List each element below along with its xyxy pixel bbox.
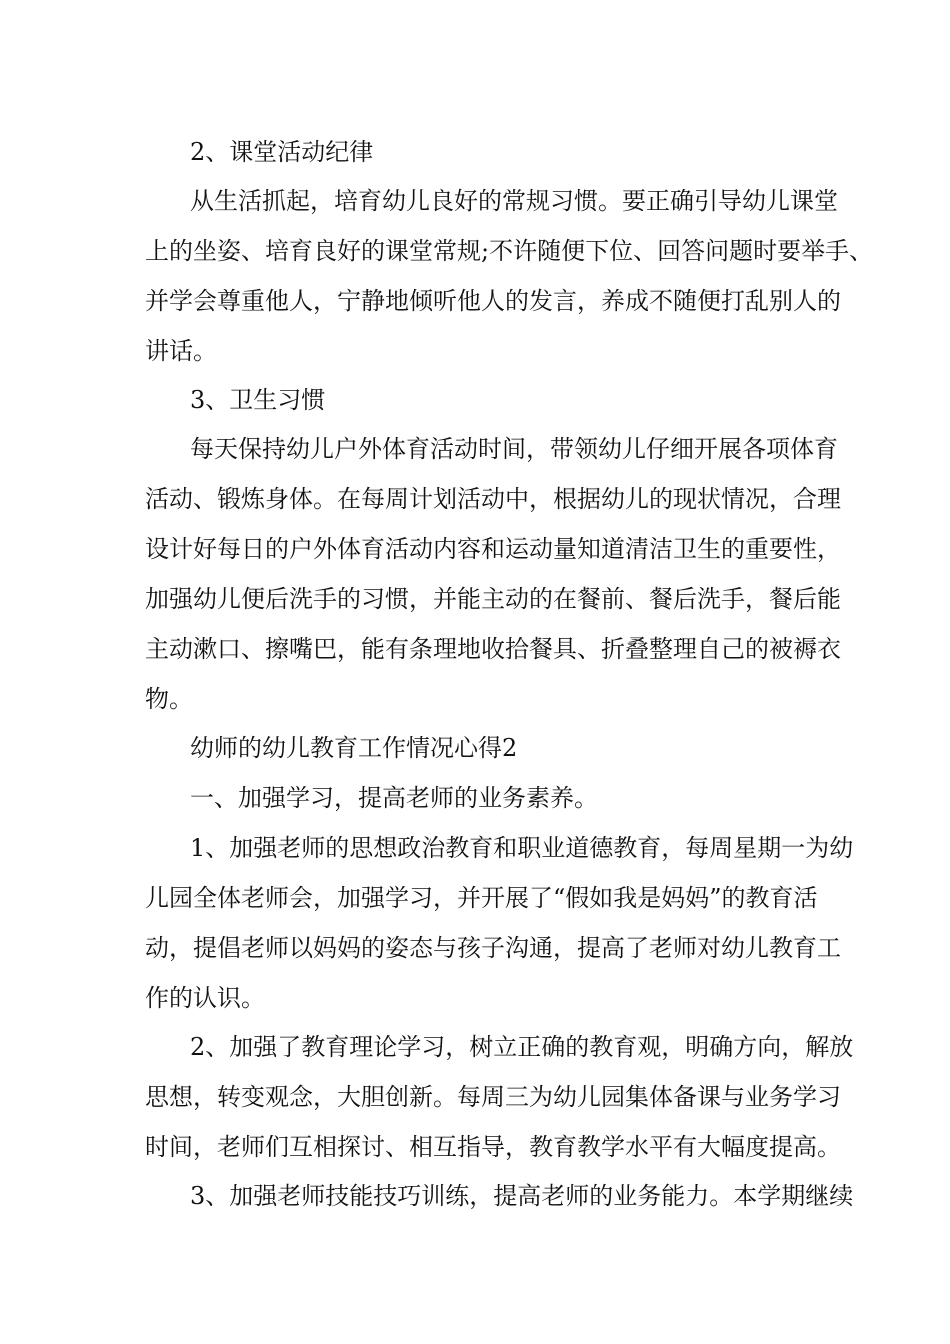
article-title: 幼师的幼儿教育工作情况心得2 [190,734,518,762]
paragraph-line: 每天保持幼儿户外体育活动时间，带领幼儿仔细开展各项体育 [190,435,838,463]
paragraph-line: 上的坐姿、培育良好的课堂常规;不许随便下位、回答问题时要举手、 [145,237,874,265]
section-heading-classroom-discipline: 2、课堂活动纪律 [190,138,374,166]
paragraph-line: 物。 [145,685,193,713]
paragraph-line: 讲话。 [145,337,217,365]
paragraph-line: 儿园全体老师会，加强学习，并开展了“假如我是妈妈”的教育活 [145,884,818,912]
paragraph-line: 1、加强老师的思想政治教育和职业道德教育，每周星期一为幼 [190,834,854,862]
paragraph-line: 并学会尊重他人，宁静地倾听他人的发言，养成不随便打乱别人的 [145,287,841,315]
paragraph-line: 设计好每日的户外体育活动内容和运动量知道清洁卫生的重要性， [145,535,841,563]
paragraph-line: 加强幼儿便后洗手的习惯，并能主动的在餐前、餐后洗手，餐后能 [145,585,841,613]
section-heading-hygiene-habits: 3、卫生习惯 [190,386,326,414]
paragraph-line: 从生活抓起，培育幼儿良好的常规习惯。要正确引导幼儿课堂 [190,187,838,215]
paragraph-line: 3、加强老师技能技巧训练，提高老师的业务能力。本学期继续 [190,1182,854,1210]
paragraph-line: 时间，老师们互相探讨、相互指导，教育教学水平有大幅度提高。 [145,1133,841,1161]
paragraph-line: 思想，转变观念，大胆创新。每周三为幼儿园集体备课与业务学习 [145,1083,841,1111]
paragraph-line: 活动、锻炼身体。在每周计划活动中，根据幼儿的现状情况，合理 [145,485,841,513]
paragraph-line: 2、加强了教育理论学习，树立正确的教育观，明确方向，解放 [190,1033,854,1061]
paragraph-line: 作的认识。 [145,984,265,1012]
paragraph-line: 主动漱口、擦嘴巴，能有条理地收拾餐具、折叠整理自己的被褥衣 [145,635,841,663]
section-heading-strengthen-learning: 一、加强学习，提高老师的业务素养。 [190,784,598,812]
paragraph-line: 动，提倡老师以妈妈的姿态与孩子沟通，提高了老师对幼儿教育工 [145,934,841,962]
